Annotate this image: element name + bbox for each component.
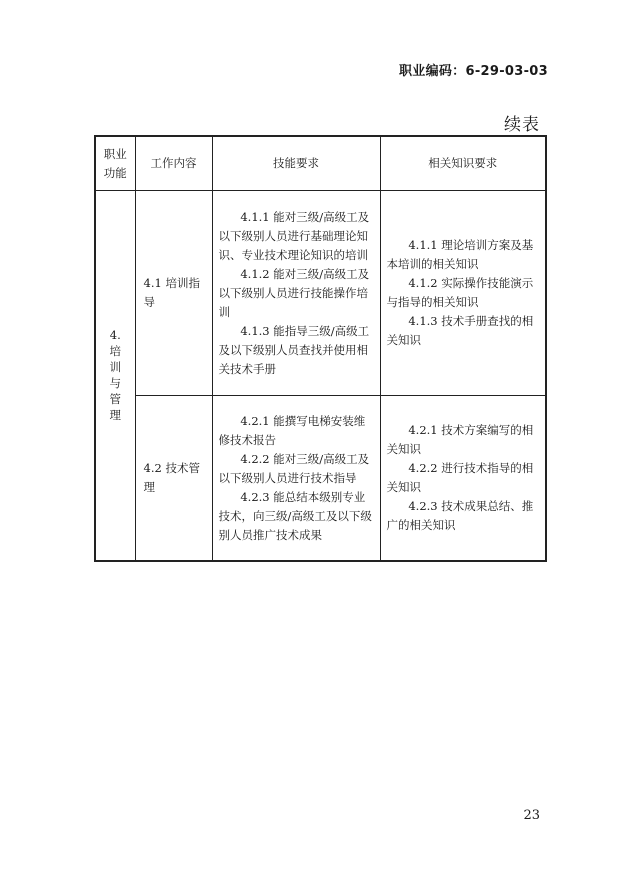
skill-item: 4.1.3 能指导三级/高级工及以下级别人员查找并使用相关技术手册: [218, 323, 370, 376]
knowledge-item: 4.2.2 进行技术指导的相关知识: [386, 461, 534, 494]
header-function-line-1: 职业: [103, 146, 127, 161]
occupation-code: 职业编码：6-29-03-03: [398, 64, 548, 79]
table-header-row: [95, 136, 546, 191]
skill-item: 4.2.2 能对三级/高级工及以下级别人员进行技术指导: [218, 451, 370, 485]
header-function: [95, 136, 135, 191]
work-content-cell: 4.2 技术管理: [135, 396, 212, 562]
skill-item: 4.2.1 能撰写电梯安装维修技术报告: [218, 413, 366, 447]
skill-item: 4.2.3 能总结本级别专业技术，向三级/高级工及以下级别人员推广技术成果: [218, 489, 372, 542]
header-skills: 技能要求: [212, 136, 380, 191]
knowledge-item: 4.1.3 技术手册查找的相关知识: [386, 314, 534, 347]
table-row: [95, 191, 546, 396]
skills-cell: [212, 396, 380, 562]
page-number: 23: [523, 808, 540, 823]
knowledge-item: 4.2.1 技术方案编写的相关知识: [386, 423, 534, 456]
knowledge-item: 4.1.1 理论培训方案及基本培训的相关知识: [386, 238, 534, 271]
work-content-cell: 4.1 培训指导: [135, 191, 212, 396]
function-char: 理: [109, 407, 121, 422]
knowledge-item: 4.2.3 技术成果总结、推广的相关知识: [386, 499, 534, 532]
skills-cell: [212, 191, 380, 396]
header-content: 工作内容: [135, 136, 212, 191]
function-char: 训: [109, 359, 121, 374]
skill-item: 4.1.1 能对三级/高级工及以下级别人员进行基础理论知识、专业技术理论知识的培训: [218, 209, 370, 262]
knowledge-cell: [380, 191, 546, 396]
knowledge-cell: [380, 396, 546, 562]
skills-table: [94, 135, 547, 562]
function-char: 管: [109, 391, 121, 406]
continued-label: 续表: [504, 115, 540, 135]
function-char: 与: [109, 375, 121, 390]
header-function-line-2: 功能: [103, 165, 127, 180]
function-label: 4.: [109, 327, 121, 342]
skill-item: 4.1.2 能对三级/高级工及以下级别人员进行技能操作培训: [218, 266, 370, 319]
function-cell: [95, 191, 135, 562]
table-row: [95, 396, 546, 562]
header-knowledge: 相关知识要求: [380, 136, 546, 191]
knowledge-item: 4.1.2 实际操作技能演示与指导的相关知识: [386, 276, 534, 309]
function-char: 培: [109, 343, 121, 358]
